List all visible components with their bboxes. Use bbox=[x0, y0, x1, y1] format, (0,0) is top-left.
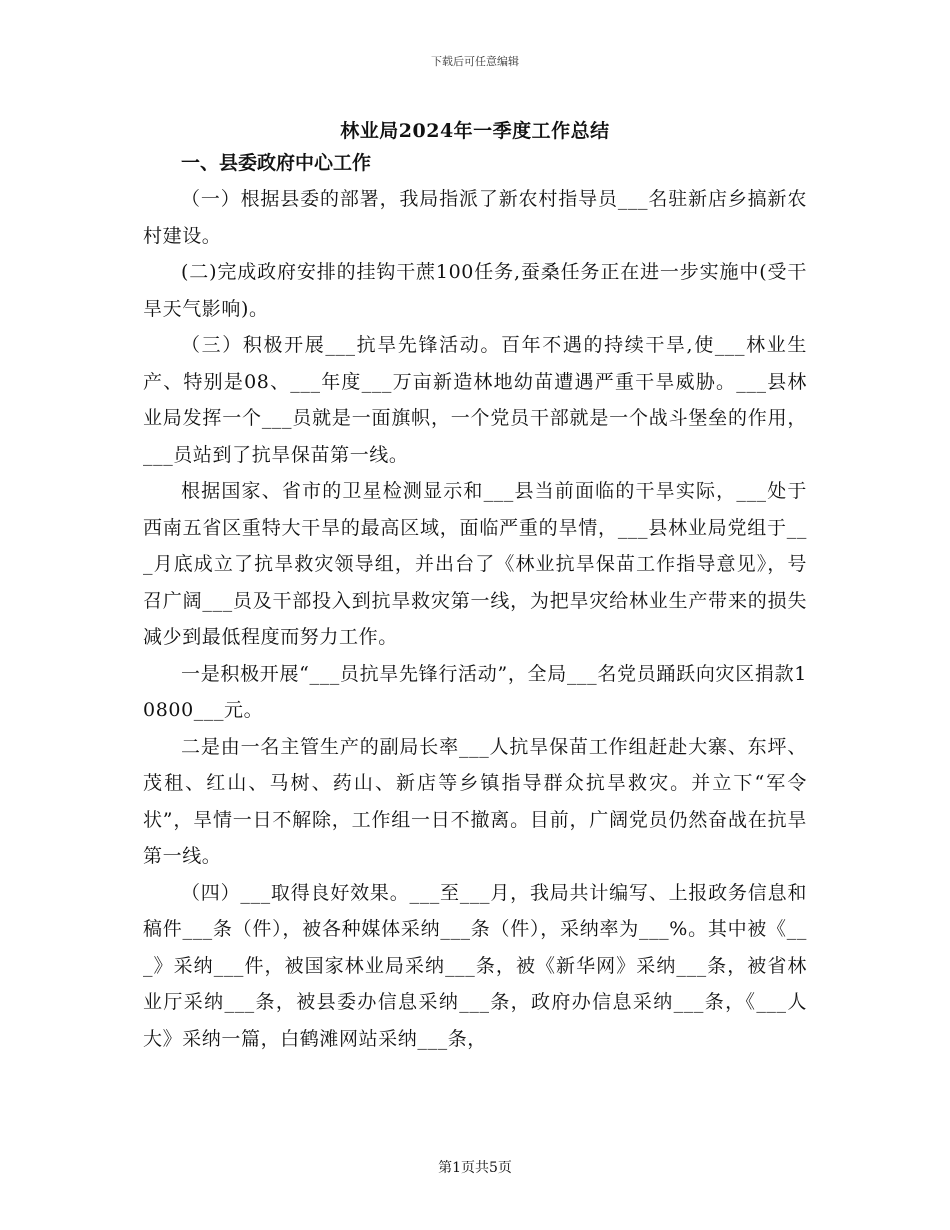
page-footer-number: 第1页共5页 bbox=[438, 1160, 512, 1176]
paragraph: 根据国家、省市的卫星检测显示和___县当前面临的干旱实际，___处于西南五省区重特大干旱的最高区域，面临严重的旱情，___县林业局党组于___月底成立了抗旱救灾领导组，并出台了《林业抗旱保苗工作指导意见》，号召广阔___员及干部投入到抗旱救灾第一线，为把旱灾给林业生产带来的损失减少到最低程度而努力工作。 bbox=[143, 480, 807, 648]
page-header-note: 下载后可任意编辑 bbox=[431, 55, 519, 68]
paragraph: （三）积极开展___抗旱先锋活动。百年不遇的持续干旱,使___林业生产、特别是08、___年度___万亩新造林地幼苗遭遇严重干旱威胁。___县林业局发挥一个___员就是一面旗帜，一个党员干部就是一个战斗堡垒的作用，___员站到了抗旱保苗第一线。 bbox=[143, 334, 807, 466]
paragraph: 一是积极开展“___员抗旱先锋行活动”，全局___名党员踊跃向灾区捐款10800___元。 bbox=[143, 662, 807, 721]
paragraph: （一）根据县委的部署，我局指派了新农村指导员___名驻新店乡搞新农村建设。 bbox=[143, 188, 807, 247]
paragraph: (二)完成政府安排的挂钩干蔗100任务,蚕桑任务正在进一步实施中(受干旱天气影响)。 bbox=[143, 261, 807, 320]
paragraph: 二是由一名主管生产的副局长率___人抗旱保苗工作组赶赴大寨、东坪、茂租、红山、马树、药山、新店等乡镇指导群众抗旱救灾。并立下“军令状”，旱情一日不解除，工作组一日不撤离。目前，广阔党员仍然奋战在抗旱第一线。 bbox=[143, 735, 807, 867]
section-heading: 一、县委政府中心工作 bbox=[181, 152, 372, 174]
paragraph: （四）___取得良好效果。___至___月，我局共计编写、上报政务信息和稿件___条（件），被各种媒体采纳___条（件），采纳率为___%。其中被《___》采纳___件，被国家林业局采纳___条，被《新华网》采纳___条，被省林业厅采纳___条，被县委办信息采纳___条，政府办信息采纳___条，《___人大》采纳一篇，白鹤滩网站采纳___条， bbox=[143, 881, 807, 1050]
document-body bbox=[143, 148, 807, 1057]
document-title: 林业局2024年一季度工作总结 bbox=[340, 120, 610, 142]
